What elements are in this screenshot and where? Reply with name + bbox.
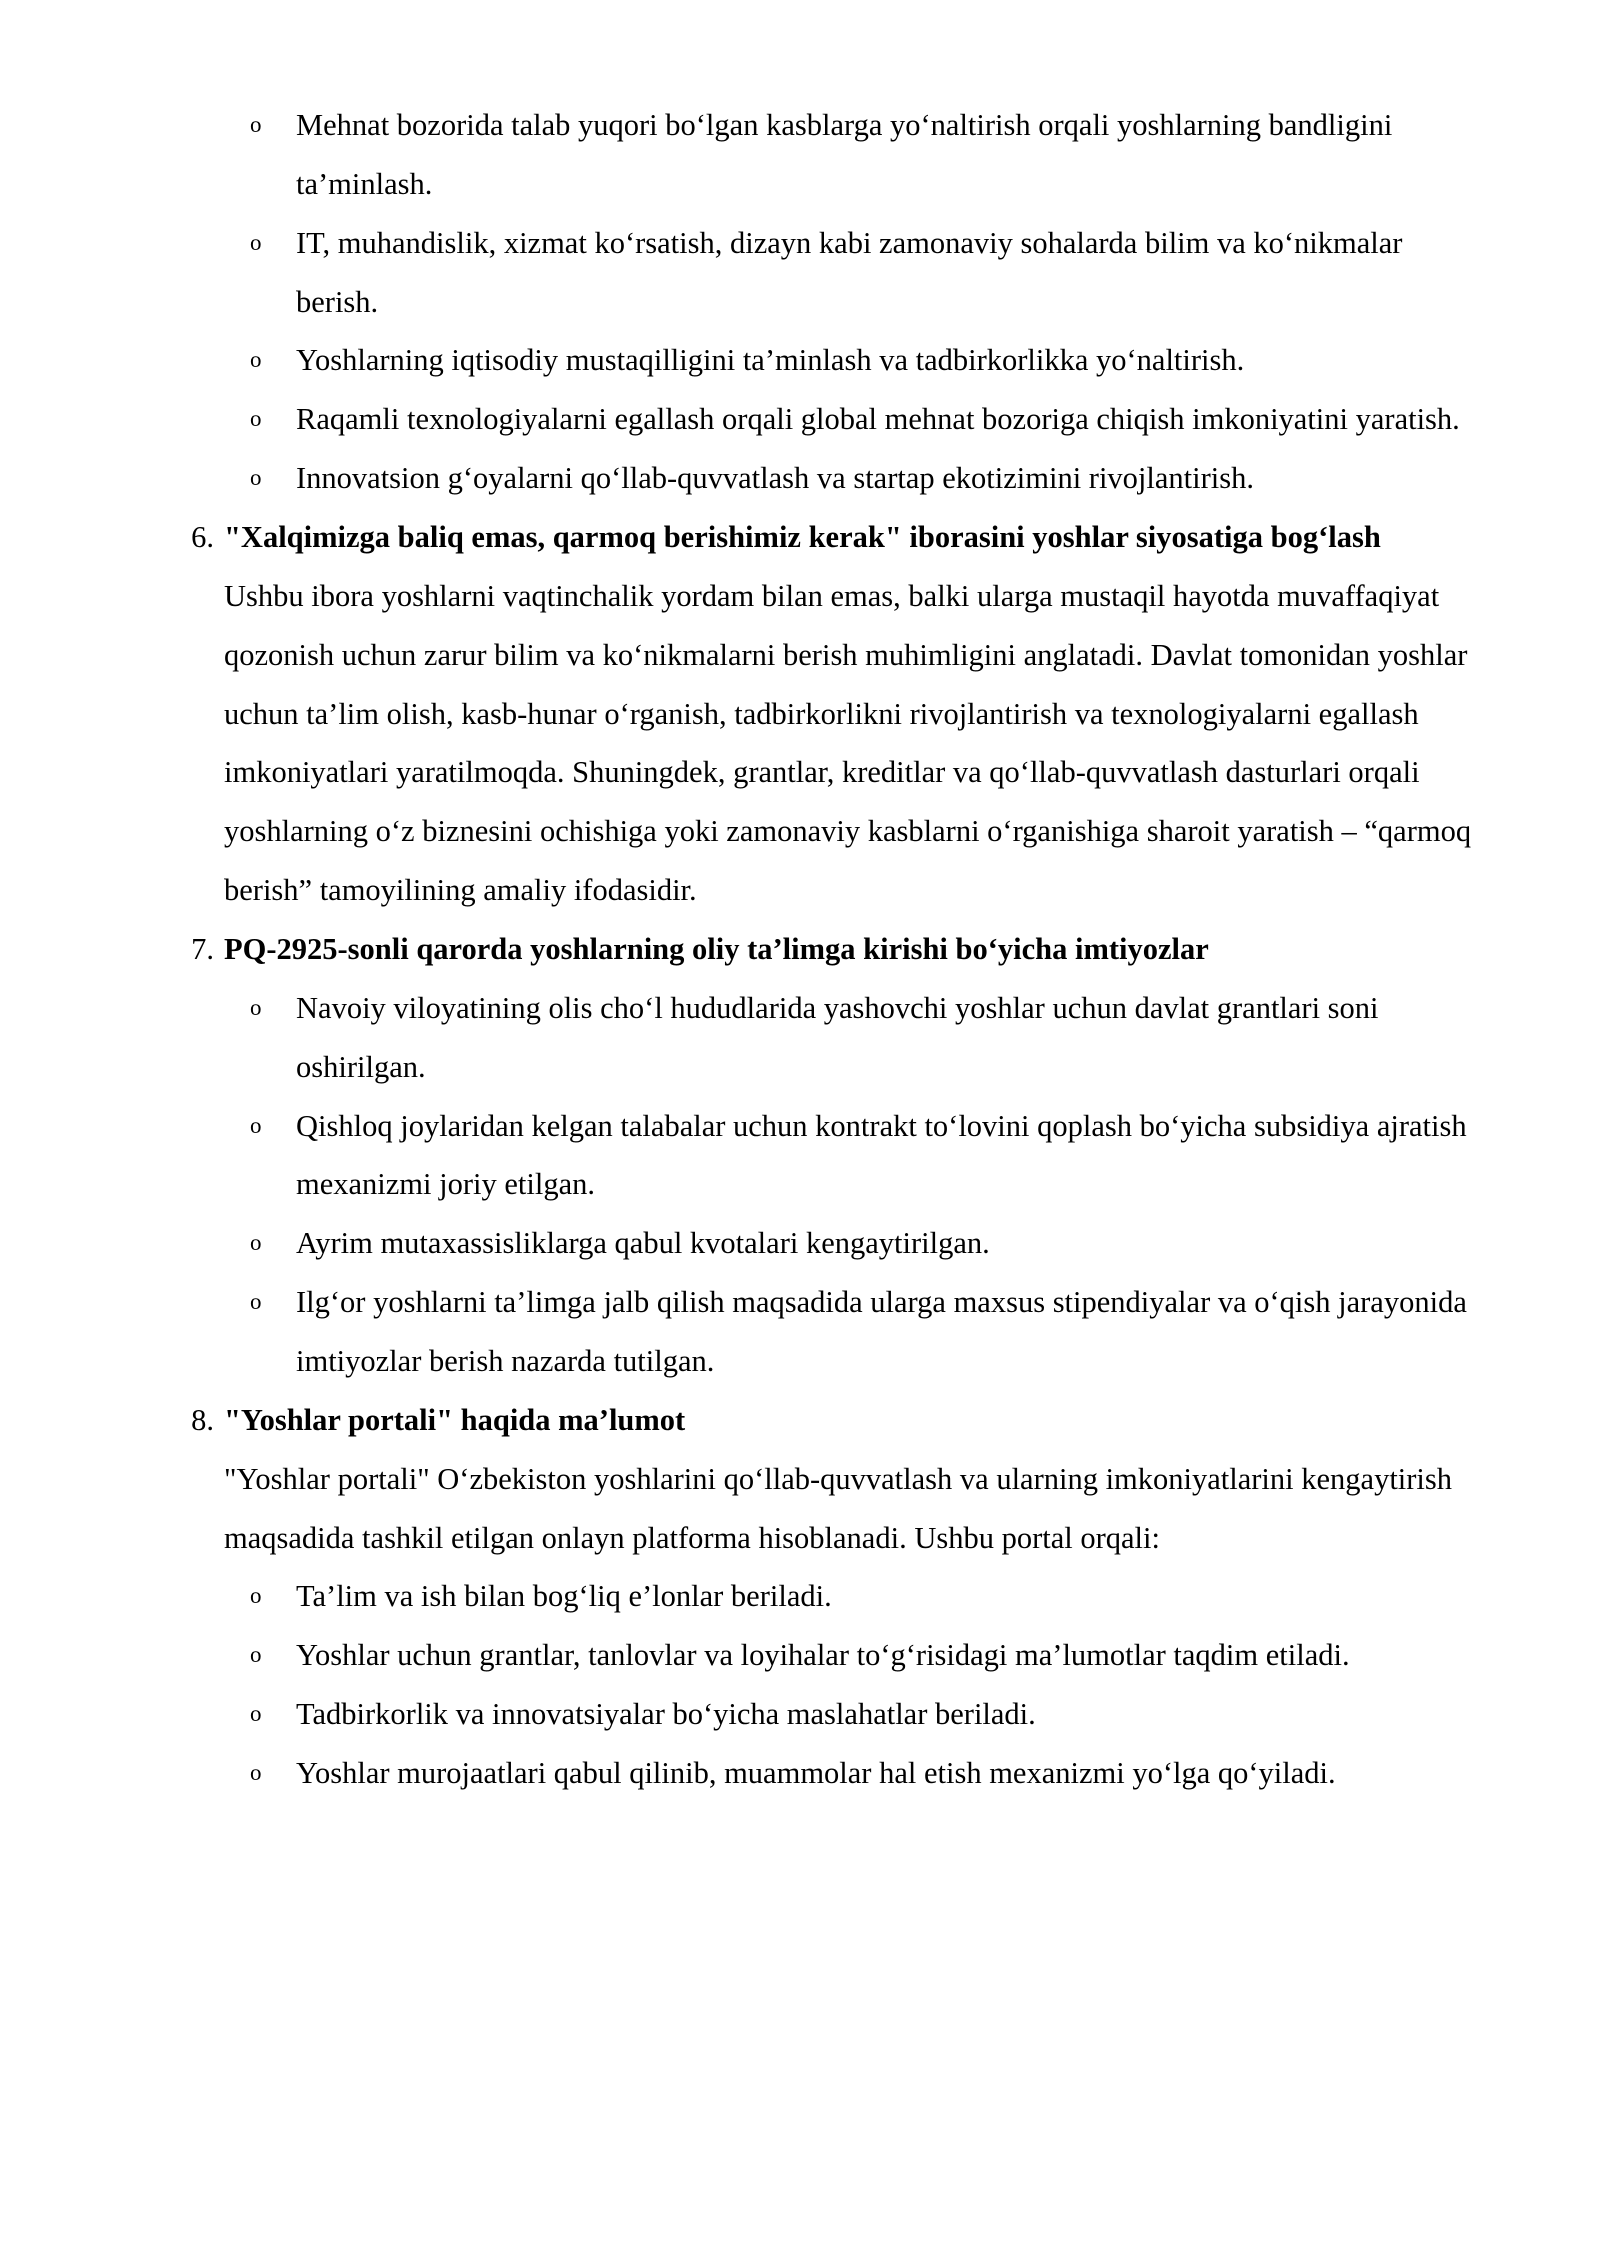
sub-bullet-marker: o [250, 112, 262, 137]
sub-bullet-marker: o [250, 406, 262, 432]
list-item-text: Navoiy viloyatining olis cho‘l hududlarida yashovchi yoshlar uchun davlat grantlari soni oshirilgan. [296, 990, 1379, 1084]
sub-bullet-marker: o [250, 994, 262, 1020]
sub-bullet-marker: o [250, 1642, 262, 1668]
section-paragraph: "Yoshlar portali" O‘zbekiston yoshlarini qo‘llab-quvvatlash va ularning imkoniyatlarini kengaytirish maqsadida tashkil etilgan onlayn platforma hisoblanadi. Ushbu portal orqali: [224, 1461, 1453, 1555]
list-item [224, 1214, 1472, 1273]
sub-bullet-marker: o [250, 1701, 262, 1727]
list-item-text: Ilg‘or yoshlarni ta’limga jalb qilish maqsadida ularga maxsus stipendiyalar va o‘qish jarayonida imtiyozlar berish nazarda tutilgan. [296, 1285, 1467, 1379]
section-item-8 [128, 1391, 1472, 1803]
list-item-text: Innovatsion g‘oyalarni qo‘llab-quvvatlash va startap ekotizimini rivojlantirish. [296, 461, 1254, 496]
list-item [224, 1567, 1472, 1626]
intro-bullet-group [128, 96, 1472, 508]
list-item-text: Yoshlar murojaatlari qabul qilinib, muammolar hal etish mexanizmi yo‘lga qo‘yiladi. [296, 1756, 1336, 1791]
section-item-7 [128, 920, 1472, 1391]
list-item-text: Mehnat bozorida talab yuqori bo‘lgan kasblarga yo‘naltirish orqali yoshlarning bandligini ta’minlash. [296, 108, 1393, 201]
list-item-text: Ta’lim va ish bilan bog‘liq e’lonlar beriladi. [296, 1579, 832, 1614]
list-item-text: Ayrim mutaxassisliklarga qabul kvotalari kengaytirilgan. [296, 1226, 990, 1261]
sub-bullet-marker: o [250, 465, 262, 491]
list-item [224, 96, 1472, 214]
list-item-text: Yoshlar uchun grantlar, tanlovlar va loyihalar to‘g‘risidagi ma’lumotlar taqdim etiladi. [296, 1638, 1350, 1673]
section-number: 7. [191, 932, 214, 967]
list-item-text: Tadbirkorlik va innovatsiyalar bo‘yicha maslahatlar beriladi. [296, 1697, 1036, 1732]
list-item-text: IT, muhandislik, xizmat ko‘rsatish, dizayn kabi zamonaviy sohalarda bilim va ko‘nikmalar berish. [296, 225, 1403, 319]
section-bullet-list [224, 979, 1472, 1391]
sub-bullet-marker: o [250, 1289, 262, 1315]
section-bullet-list [224, 1567, 1472, 1802]
list-item-text: Qishloq joylaridan kelgan talabalar uchun kontrakt to‘lovini qoplash bo‘yicha subsidiya ajratish mexanizmi joriy etilgan. [296, 1108, 1467, 1202]
section-item-6 [128, 508, 1472, 920]
list-item [224, 1744, 1472, 1803]
section-heading: PQ-2925-sonli qarorda yoshlarning oliy ta’limga kirishi bo‘yicha imtiyozlar [224, 932, 1209, 967]
section-heading: "Xalqimizga baliq emas, qarmoq berishimiz kerak" iborasini yoshlar siyosatiga bog‘lash [224, 520, 1381, 555]
sub-bullet-marker: o [250, 1760, 262, 1786]
list-item [224, 1626, 1472, 1685]
sub-bullet-marker: o [250, 1112, 262, 1138]
list-item [224, 449, 1472, 508]
sub-bullet-marker: o [250, 229, 262, 255]
list-item-text: Raqamli texnologiyalarni egallash orqali global mehnat bozoriga chiqish imkoniyatini yaratish. [296, 402, 1460, 437]
list-item [224, 1273, 1472, 1391]
sub-bullet-marker: o [250, 1230, 262, 1256]
list-item [224, 979, 1472, 1097]
list-item-text: Yoshlarning iqtisodiy mustaqilligini ta’minlash va tadbirkorlikka yo‘naltirish. [296, 343, 1245, 378]
section-heading: "Yoshlar portali" haqida ma’lumot [224, 1402, 686, 1437]
list-item [224, 390, 1472, 449]
section-number: 6. [191, 520, 214, 555]
list-item [224, 1097, 1472, 1215]
sub-bullet-marker: o [250, 1583, 262, 1609]
list-item [224, 331, 1472, 390]
numbered-section-list [128, 508, 1472, 1803]
list-item [224, 1685, 1472, 1744]
document-body [128, 96, 1472, 1803]
section-paragraph: Ushbu ibora yoshlarni vaqtinchalik yordam bilan emas, balki ularga mustaqil hayotda muvaffaqiyat qozonish uchun zarur bilim va ko‘nikmalarni berish muhimligini anglatadi. Davlat tomonidan yoshlar uchun ta’lim olish, kasb-hunar o‘rganish, tadbirkorlikni rivojlantirish va texnologiyalarni egallash imkoniyatlari yaratilmoqda. Shuningdek, grantlar, kreditlar va qo‘llab-quvvatlash dasturlari orqali yoshlarning o‘z biznesini ochishiga yoki zamonaviy kasblarni o‘rganishiga sharoit yaratish – “qarmoq berish” tamoyilining amaliy ifodasidir. [224, 578, 1472, 908]
sub-bullet-marker: o [250, 347, 262, 373]
list-item [224, 214, 1472, 332]
intro-bullet-list [224, 96, 1472, 508]
section-number: 8. [191, 1402, 214, 1437]
